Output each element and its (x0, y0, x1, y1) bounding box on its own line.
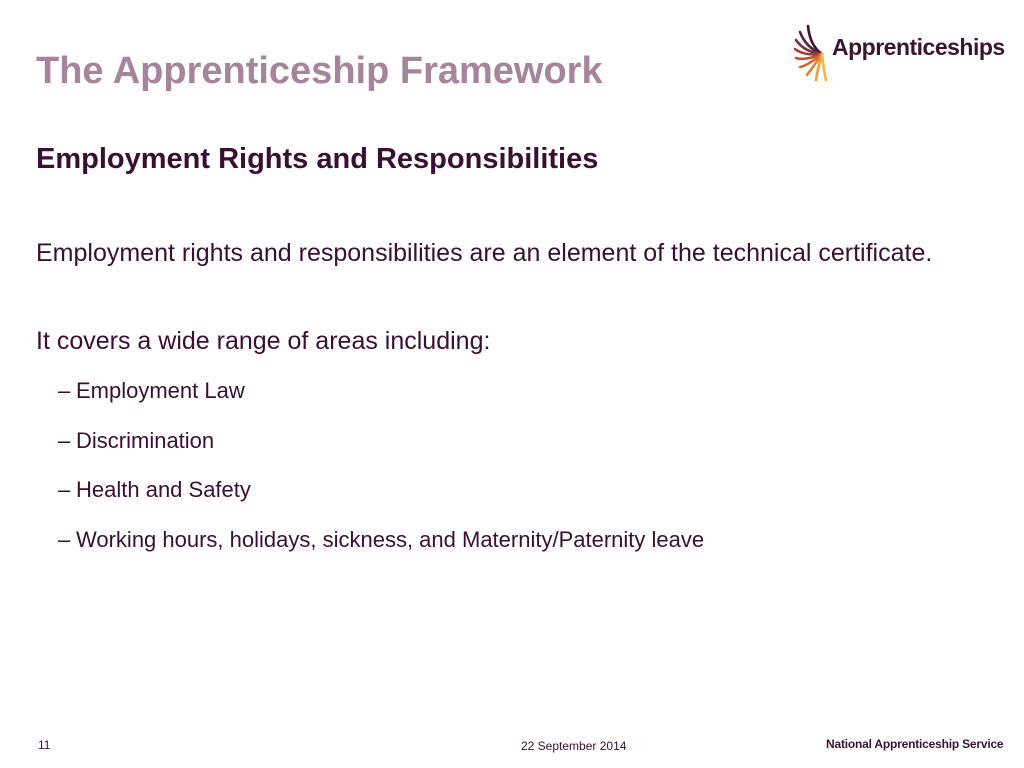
slide-number: 11 (38, 738, 51, 752)
list-item (58, 474, 704, 524)
apprenticeships-logo (792, 20, 1005, 86)
areas-list (58, 375, 704, 573)
intro-paragraph: Employment rights and responsibilities are an element of the technical certificate. (36, 239, 933, 267)
dash-bullet: – (58, 427, 71, 453)
footer-date: 22 September 2014 (521, 739, 627, 753)
logo-text: Apprenticeships (832, 34, 1005, 60)
dash-bullet: – (58, 477, 71, 503)
list-item-label: Working hours, holidays, sickness, and Maternity/Paternity leave (76, 526, 705, 552)
slide-title: The Apprenticeship Framework (36, 50, 603, 92)
slide-subtitle: Employment Rights and Responsibilities (36, 143, 599, 175)
list-item-label: Discrimination (76, 427, 215, 453)
footer-organization: National Apprenticeship Service (826, 737, 1004, 751)
list-item (58, 375, 704, 425)
list-item-label: Employment Law (76, 378, 245, 403)
dash-bullet: – (58, 526, 71, 552)
list-item (58, 524, 704, 574)
list-item-label: Health and Safety (76, 477, 251, 503)
dash-bullet: – (58, 378, 71, 403)
areas-paragraph: It covers a wide range of areas including: (36, 327, 491, 355)
list-item (58, 425, 704, 475)
